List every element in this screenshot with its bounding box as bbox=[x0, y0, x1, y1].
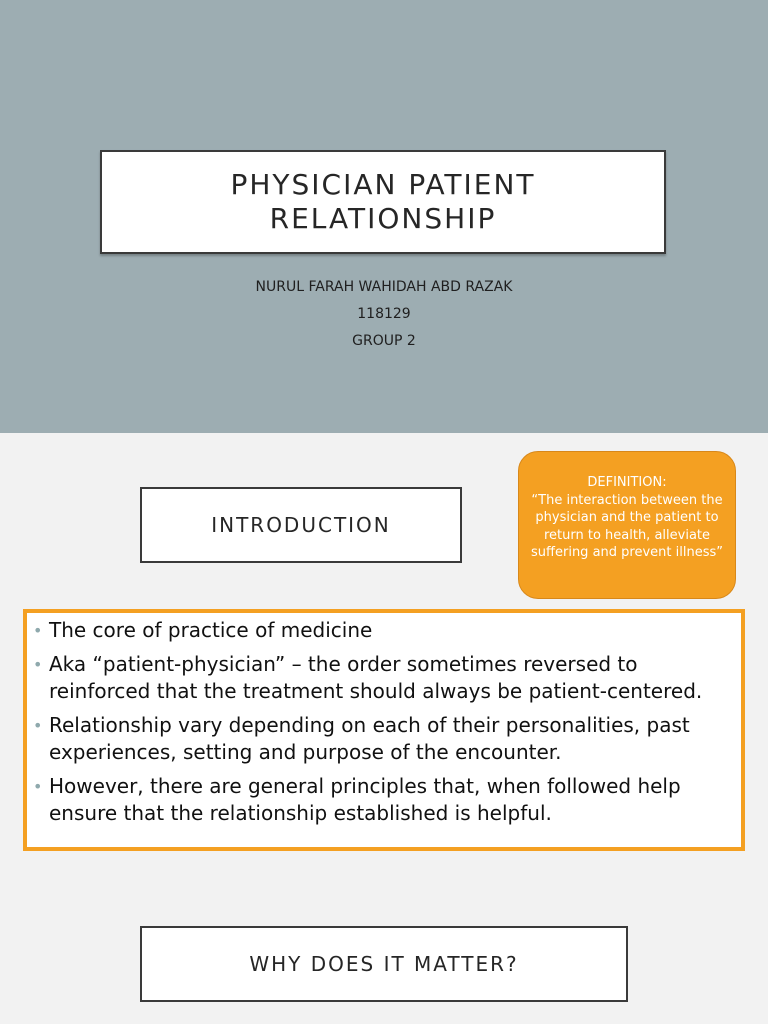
bullet-icon: • bbox=[33, 777, 43, 796]
bullet-text: The core of practice of medicine bbox=[49, 618, 373, 642]
bullet-list bbox=[27, 613, 741, 827]
introduction-heading: INTRODUCTION bbox=[211, 513, 391, 537]
definition-box bbox=[518, 451, 736, 599]
bullet-icon: • bbox=[33, 716, 43, 735]
bullet-text: However, there are general principles that, when followed help ensure that the relationship established is helpful. bbox=[49, 774, 681, 825]
bullet-item bbox=[33, 651, 741, 705]
definition-text: “The interaction between the physician and the patient to return to health, alleviate suffering and prevent illness” bbox=[531, 492, 723, 560]
bullet-text: Aka “patient-physician” – the order sometimes reversed to reinforced that the treatment should always be patient-centered. bbox=[49, 652, 703, 703]
bullet-icon: • bbox=[33, 621, 43, 640]
bullet-text: Relationship vary depending on each of their personalities, past experiences, setting and purpose of the encounter. bbox=[49, 713, 690, 764]
author-name: NURUL FARAH WAHIDAH ABD RAZAK bbox=[255, 279, 513, 295]
title-line-1: PHYSICIAN PATIENT bbox=[230, 168, 536, 201]
why-matter-heading-box bbox=[140, 926, 628, 1002]
bullets-box bbox=[23, 609, 745, 851]
bullet-item bbox=[33, 617, 741, 644]
title-line-2: RELATIONSHIP bbox=[269, 202, 497, 235]
why-matter-heading: WHY DOES IT MATTER? bbox=[249, 952, 519, 976]
student-id: 118129 bbox=[357, 306, 411, 322]
bullet-item bbox=[33, 712, 741, 766]
bullet-item bbox=[33, 773, 741, 827]
group-label: GROUP 2 bbox=[352, 333, 416, 349]
introduction-heading-box bbox=[140, 487, 462, 563]
bullet-icon: • bbox=[33, 655, 43, 674]
title-box bbox=[100, 150, 666, 254]
definition-label: DEFINITION: bbox=[587, 475, 667, 490]
